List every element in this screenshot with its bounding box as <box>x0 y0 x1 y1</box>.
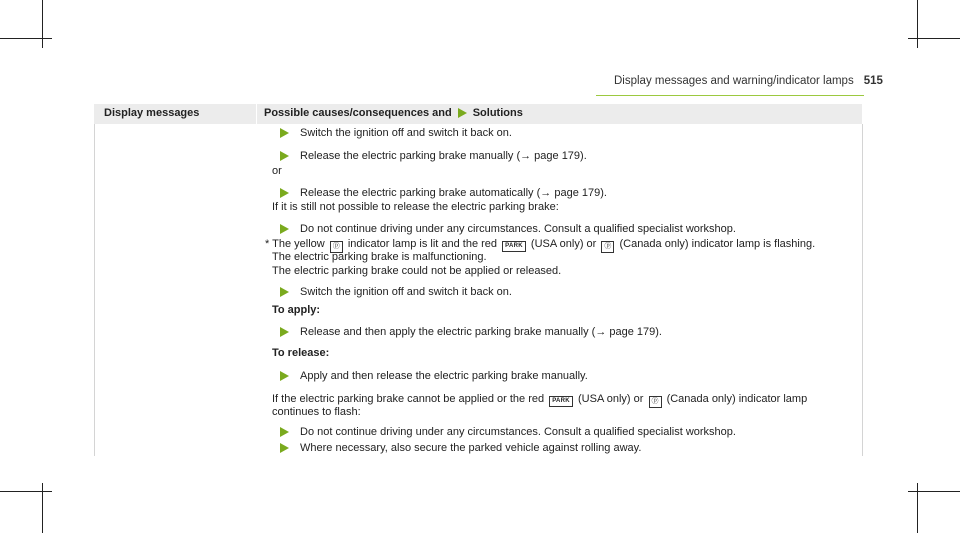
subheading-to-apply: To apply: <box>272 304 321 316</box>
footnote-text: (Canada only) indicator lamp is flashing. <box>619 238 816 250</box>
footnote-text: indicator lamp is lit and the red <box>347 238 498 250</box>
arrow-right-icon <box>280 287 289 297</box>
header-title: Display messages and warning/indicator lamps <box>614 75 854 87</box>
column-header-causes-label: Possible causes/consequences and <box>264 107 452 119</box>
page-header <box>614 75 883 87</box>
crop-mark <box>917 483 918 533</box>
park-indicator-icon: PARK <box>502 241 526 252</box>
crop-mark <box>917 0 918 48</box>
arrow-right-icon <box>280 188 289 198</box>
arrow-right-icon <box>280 371 289 381</box>
brake-warning-icon: ⓟ <box>330 241 343 253</box>
body-text: continues to flash: <box>272 406 361 418</box>
arrow-right-icon <box>458 108 467 118</box>
solution-step: Do not continue driving under any circumstances. Consult a qualified specialist workshop. <box>300 223 736 235</box>
footnote-text: * The yellow <box>265 238 325 250</box>
footnote-text: (USA only) or <box>530 238 597 250</box>
table-header <box>94 104 862 124</box>
solution-step: Do not continue driving under any circumstances. Consult a qualified specialist workshop. <box>300 426 736 438</box>
subheading-to-release: To release: <box>272 347 330 359</box>
body-text: The electric parking brake is malfunctioning. <box>272 251 487 263</box>
body-text: If the electric parking brake cannot be applied or the red <box>272 393 545 405</box>
crop-mark <box>42 483 43 533</box>
body-text: The electric parking brake could not be applied or released. <box>272 265 562 277</box>
crop-mark <box>908 38 960 39</box>
solution-step: Switch the ignition off and switch it back on. <box>300 286 512 298</box>
solution-step: Release the electric parking brake manually (→ page 179). <box>300 150 587 162</box>
arrow-right-icon <box>280 151 289 161</box>
crop-mark <box>908 491 960 492</box>
arrow-right-icon <box>280 427 289 437</box>
column-divider <box>256 104 257 124</box>
solution-step: Release the electric parking brake automatically (→ page 179). <box>300 187 607 199</box>
or-text: or <box>272 165 282 177</box>
column-header-display-messages: Display messages <box>104 107 200 119</box>
crop-mark <box>42 0 43 48</box>
brake-warning-icon: ⓟ <box>601 241 614 253</box>
body-text: (Canada only) indicator lamp <box>666 393 808 405</box>
brake-warning-icon: ⓟ <box>649 396 662 408</box>
crop-mark <box>0 38 52 39</box>
solution-step: Where necessary, also secure the parked vehicle against rolling away. <box>300 442 642 454</box>
solution-step: Release and then apply the electric parking brake manually (→ page 179). <box>300 326 662 338</box>
column-header-causes <box>264 107 523 119</box>
solution-step: Apply and then release the electric parking brake manually. <box>300 370 588 382</box>
park-indicator-icon: PARK <box>549 396 573 407</box>
body-text: (USA only) or <box>578 393 644 405</box>
page-number: 515 <box>863 75 883 87</box>
column-header-solutions-label: Solutions <box>472 107 523 119</box>
header-rule <box>596 95 864 96</box>
crop-mark <box>0 491 52 492</box>
arrow-right-icon <box>280 224 289 234</box>
arrow-right-icon <box>280 443 289 453</box>
left-rule <box>94 124 95 456</box>
solution-step: Switch the ignition off and switch it back on. <box>300 127 512 139</box>
arrow-right-icon <box>280 327 289 337</box>
right-rule <box>862 124 863 456</box>
body-text: If it is still not possible to release the electric parking brake: <box>272 201 559 213</box>
arrow-right-icon <box>280 128 289 138</box>
